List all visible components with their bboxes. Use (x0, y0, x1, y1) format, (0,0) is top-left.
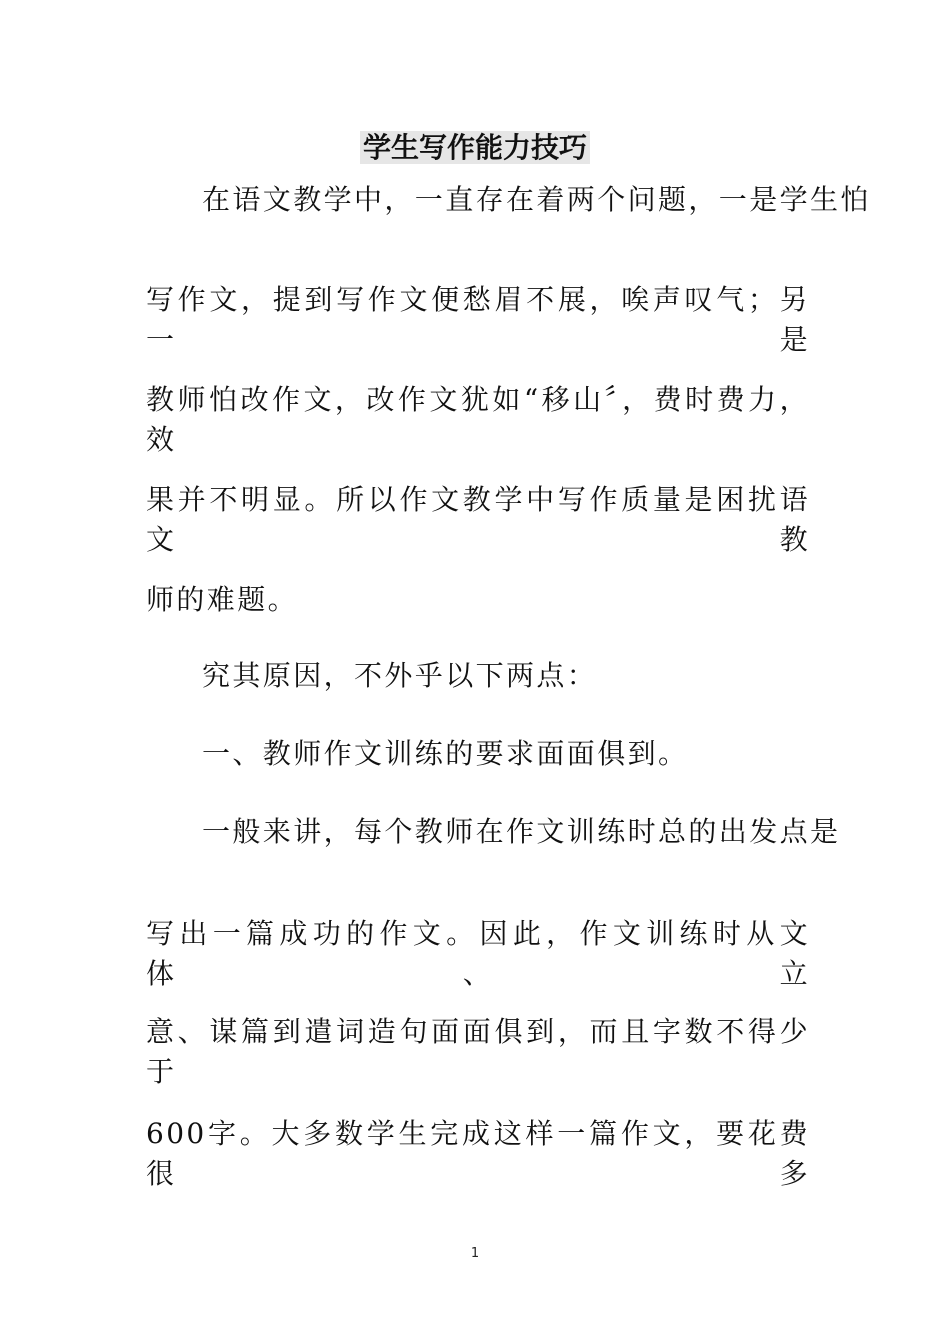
paragraph-line: 究其原因，不外乎以下两点： (202, 659, 598, 692)
paragraph-line: 一般来讲，每个教师在作文训练时总的出发点是 (202, 815, 841, 848)
paragraph-line: 600字。大多数学生完成这样一篇作文，要花费很多 (146, 1117, 810, 1190)
section-heading: 一、教师作文训练的要求面面俱到。 (202, 737, 689, 770)
document-title-text: 学生写作能力技巧 (360, 131, 590, 164)
paragraph-line: 果并不明显。所以作文教学中写作质量是困扰语文教 (146, 483, 810, 556)
paragraph-line: 在语文教学中，一直存在着两个问题，一是学生怕 (202, 183, 871, 216)
page-number: 1 (470, 1246, 480, 1261)
document-title (0, 128, 950, 168)
paragraph-line: 意、谋篇到遣词造句面面俱到，而且字数不得少于 (146, 1015, 810, 1088)
paragraph-line: 师的难题。 (146, 583, 299, 616)
paragraph-line: 写出一篇成功的作文。因此，作文训练时从文体、立 (146, 917, 810, 990)
paragraph-line: 写作文，提到写作文便愁眉不展，唉声叹气；另一是 (146, 283, 810, 356)
paragraph-line: 教师怕改作文，改作文犹如“移山〞，费时费力，效 (146, 383, 810, 456)
